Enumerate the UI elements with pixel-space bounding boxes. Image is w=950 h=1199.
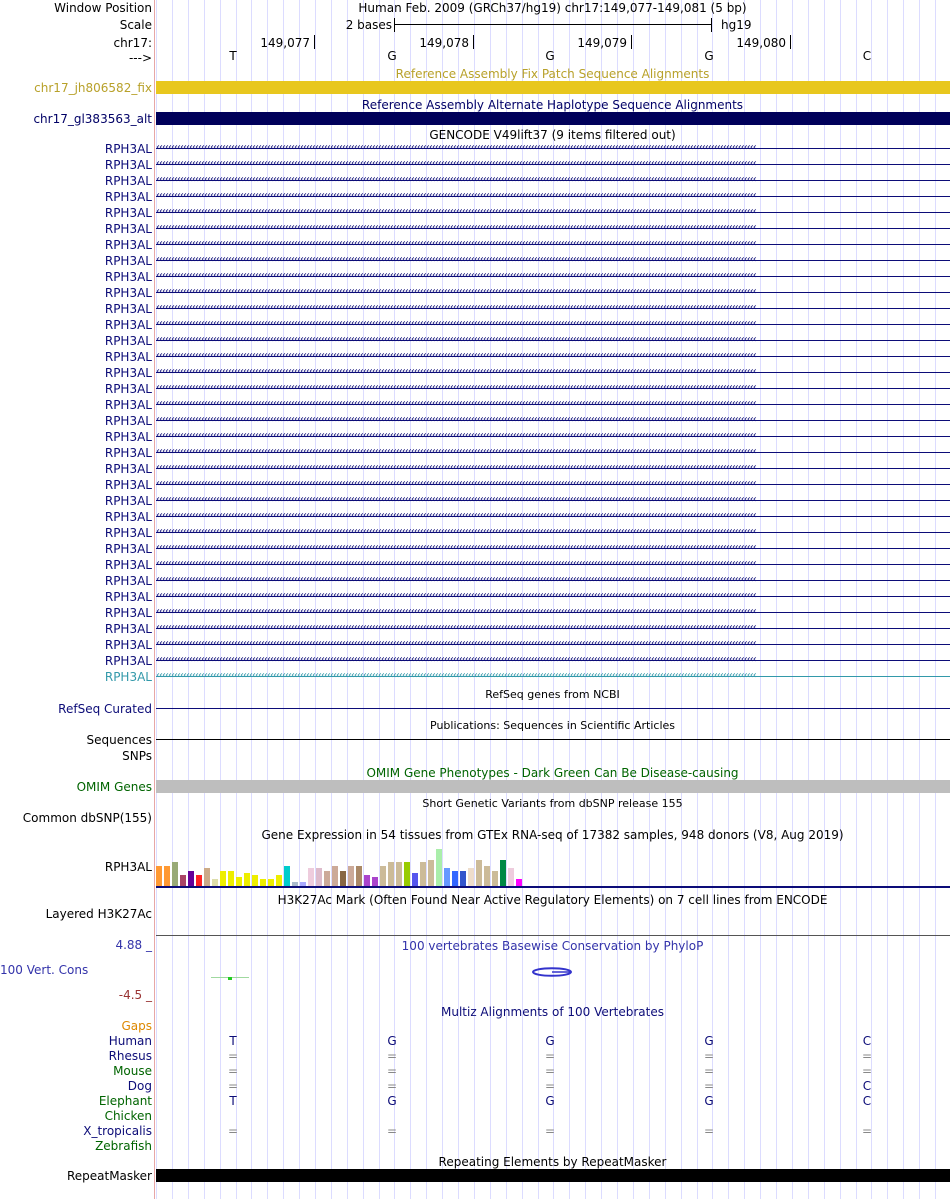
gtex-tissue-bar[interactable] (396, 862, 402, 886)
transcript-line (156, 308, 950, 309)
gencode-item-label[interactable]: RPH3AL (104, 174, 152, 188)
alignment-base: G (387, 1094, 397, 1108)
gencode-transcript[interactable] (156, 205, 950, 219)
gencode-transcript[interactable] (156, 637, 950, 651)
gencode-item-label[interactable]: RPH3AL (104, 206, 152, 220)
species-label[interactable]: Elephant (98, 1094, 152, 1108)
chrom-label: chr17: (113, 36, 152, 50)
transcript-line (156, 164, 950, 165)
publications-line[interactable] (156, 739, 950, 740)
position-tick-label: 149,080 (736, 36, 786, 50)
alignment-base: = (861, 1064, 873, 1078)
gencode-transcript[interactable] (156, 477, 950, 491)
alignment-base: = (703, 1049, 715, 1063)
transcript-line (156, 260, 950, 261)
multiz-title: Multiz Alignments of 100 Vertebrates (440, 1005, 665, 1019)
gencode-transcript[interactable] (156, 221, 950, 235)
gencode-item-label[interactable]: RPH3AL (104, 366, 152, 380)
gtex-tissue-bar[interactable] (476, 860, 482, 886)
transcript-line (156, 548, 950, 549)
strand-label: ---> (128, 51, 152, 65)
gtex-tissue-bar[interactable] (228, 871, 234, 886)
transcript-line (156, 404, 950, 405)
alignment-base: = (544, 1064, 556, 1078)
gencode-item-label[interactable]: RPH3AL (104, 254, 152, 268)
gencode-item-label[interactable]: RPH3AL (104, 654, 152, 668)
alignment-base: = (386, 1124, 398, 1138)
gencode-transcript[interactable] (156, 269, 950, 283)
phylop-max: 4.88 _ (115, 938, 152, 952)
gencode-transcript[interactable] (156, 349, 950, 363)
alignment-base: G (704, 1034, 714, 1048)
position-tick (790, 35, 791, 49)
label-divider (154, 0, 155, 1199)
species-label[interactable]: Dog (127, 1079, 152, 1093)
transcript-line (156, 564, 950, 565)
gtex-tissue-bar[interactable] (484, 866, 490, 886)
gtex-tissue-bar[interactable] (308, 868, 314, 886)
gtex-tissue-bar[interactable] (436, 849, 442, 886)
transcript-line (156, 612, 950, 613)
gtex-bar-chart[interactable] (156, 842, 556, 886)
transcript-line (156, 532, 950, 533)
repeatmasker-label[interactable]: RepeatMasker (66, 1169, 152, 1183)
species-label[interactable]: Rhesus (108, 1049, 152, 1063)
phylop-logo-g (531, 966, 573, 976)
gencode-item-label[interactable]: RPH3AL (104, 574, 152, 588)
scale-assembly: hg19 (721, 18, 752, 32)
gtex-tissue-bar[interactable] (156, 866, 162, 886)
omim-title: OMIM Gene Phenotypes - Dark Green Can Be Disease-causing (366, 766, 739, 780)
gencode-item-label[interactable]: RPH3AL (104, 510, 152, 524)
gtex-tissue-bar[interactable] (500, 860, 506, 886)
gtex-tissue-bar[interactable] (364, 875, 370, 886)
transcript-line (156, 212, 950, 213)
gencode-transcript[interactable] (156, 253, 950, 267)
alignment-base: = (227, 1064, 239, 1078)
transcript-line (156, 436, 950, 437)
refseq-line[interactable] (156, 708, 950, 709)
gtex-tissue-bar[interactable] (276, 875, 282, 886)
gtex-tissue-bar[interactable] (380, 866, 386, 886)
gencode-item-label[interactable]: RPH3AL (104, 494, 152, 508)
scale-label: Scale (119, 18, 152, 32)
gtex-tissue-bar[interactable] (444, 868, 450, 886)
gtex-tissue-bar[interactable] (316, 868, 322, 886)
gencode-item-label[interactable]: RPH3AL (104, 350, 152, 364)
transcript-line (156, 644, 950, 645)
position-tick-label: 149,077 (260, 36, 310, 50)
gtex-tissue-bar[interactable] (428, 860, 434, 886)
gencode-title: GENCODE V49lift37 (9 items filtered out) (429, 128, 676, 142)
alignment-base: = (544, 1124, 556, 1138)
gtex-tissue-bar[interactable] (340, 871, 346, 886)
transcript-line (156, 196, 950, 197)
reference-base: G (704, 49, 714, 63)
position-tick (314, 35, 315, 49)
position-tick-label: 149,078 (419, 36, 469, 50)
alignment-base: T (229, 1094, 237, 1108)
transcript-line (156, 388, 950, 389)
gencode-transcript[interactable] (156, 509, 950, 523)
alt-haplo-bar[interactable] (156, 112, 950, 125)
gtex-tissue-bar[interactable] (332, 866, 338, 886)
gtex-tissue-bar[interactable] (260, 879, 266, 886)
repeatmasker-bar[interactable] (156, 1169, 950, 1182)
gencode-transcript[interactable] (156, 525, 950, 539)
refseq-title: RefSeq genes from NCBI (485, 688, 620, 701)
reference-base: G (545, 49, 555, 63)
gtex-tissue-bar[interactable] (348, 866, 354, 886)
alignment-base: C (862, 1094, 872, 1108)
gencode-item-label[interactable]: RPH3AL (104, 558, 152, 572)
dbsnp-title: Short Genetic Variants from dbSNP release 155 (422, 797, 683, 810)
alignment-base: C (862, 1034, 872, 1048)
gtex-label[interactable]: RPH3AL (104, 860, 152, 874)
alignment-base: G (545, 1034, 555, 1048)
gencode-item-label[interactable]: RPH3AL (104, 270, 152, 284)
gencode-transcript[interactable] (156, 461, 950, 475)
alignment-base: = (703, 1079, 715, 1093)
gencode-item-label[interactable]: RPH3AL (104, 398, 152, 412)
transcript-line (156, 420, 950, 421)
transcript-line (156, 180, 950, 181)
gencode-item-label[interactable]: RPH3AL (104, 414, 152, 428)
alignment-base: = (544, 1049, 556, 1063)
alignment-base: C (862, 1079, 872, 1093)
gencode-transcript[interactable] (156, 317, 950, 331)
gaps-label[interactable]: Gaps (121, 1019, 152, 1033)
species-label[interactable]: Mouse (113, 1064, 152, 1078)
gencode-item-label[interactable]: RPH3AL (104, 222, 152, 236)
gencode-transcript[interactable] (156, 397, 950, 411)
gencode-transcript[interactable] (156, 333, 950, 347)
window-position-text: Human Feb. 2009 (GRCh37/hg19) chr17:149,077-149,081 (5 bp) (358, 1, 747, 15)
alignment-base: = (544, 1079, 556, 1093)
phylop-title: 100 vertebrates Basewise Conservation by PhyloP (401, 939, 704, 953)
gtex-tissue-bar[interactable] (492, 871, 498, 886)
gencode-transcript[interactable] (156, 445, 950, 459)
transcript-line (156, 628, 950, 629)
alt-haplo-label[interactable]: chr17_gl383563_alt (33, 112, 152, 126)
gencode-item-label[interactable]: RPH3AL (104, 542, 152, 556)
fix-patch-bar[interactable] (156, 81, 950, 94)
gtex-tissue-bar[interactable] (404, 862, 410, 886)
refseq-label[interactable]: RefSeq Curated (58, 702, 152, 716)
fix-patch-label[interactable]: chr17_jh806582_fix (34, 81, 152, 95)
alignment-base: = (861, 1124, 873, 1138)
species-label[interactable]: Human (108, 1034, 152, 1048)
position-tick-label: 149,079 (577, 36, 627, 50)
gencode-transcript[interactable] (156, 621, 950, 635)
alignment-base: = (861, 1049, 873, 1063)
alignment-base: = (386, 1079, 398, 1093)
window-position-label: Window Position (54, 1, 152, 15)
transcript-line (156, 340, 950, 341)
transcript-line (156, 356, 950, 357)
h3k27ac-title: H3K27Ac Mark (Often Found Near Active Regulatory Elements) on 7 cell lines from ENCODE (277, 893, 828, 907)
gtex-baseline (156, 886, 950, 888)
reference-base: T (229, 49, 237, 63)
alignment-base: = (703, 1124, 715, 1138)
gencode-transcript[interactable] (156, 653, 950, 667)
species-label[interactable]: X_tropicalis (83, 1124, 152, 1138)
gencode-item-label[interactable]: RPH3AL (104, 430, 152, 444)
transcript-line (156, 148, 950, 149)
gtex-tissue-bar[interactable] (372, 877, 378, 886)
transcript-line (156, 276, 950, 277)
transcript-line (156, 580, 950, 581)
gencode-transcript[interactable] (156, 605, 950, 619)
transcript-line (156, 596, 950, 597)
gencode-transcript[interactable] (156, 573, 950, 587)
gtex-tissue-bar[interactable] (236, 877, 242, 886)
reference-base: C (862, 49, 872, 63)
transcript-line (156, 468, 950, 469)
gencode-item-label[interactable]: RPH3AL (104, 638, 152, 652)
omim-bar[interactable] (156, 780, 950, 793)
gtex-tissue-bar[interactable] (420, 862, 426, 886)
transcript-line (156, 244, 950, 245)
gencode-transcript[interactable] (156, 429, 950, 443)
position-tick (473, 35, 474, 49)
species-label[interactable]: Chicken (104, 1109, 152, 1123)
h3k27ac-label[interactable]: Layered H3K27Ac (45, 907, 152, 921)
transcript-line (156, 500, 950, 501)
position-tick (631, 35, 632, 49)
alignment-base: G (545, 1094, 555, 1108)
gtex-tissue-bar[interactable] (172, 862, 178, 886)
gencode-transcript[interactable] (156, 157, 950, 171)
gtex-tissue-bar[interactable] (204, 868, 210, 886)
scale-text: 2 bases (345, 18, 392, 32)
gencode-item-label[interactable]: RPH3AL (104, 478, 152, 492)
repeatmasker-title: Repeating Elements by RepeatMasker (438, 1155, 667, 1169)
alignment-base: = (386, 1064, 398, 1078)
gtex-tissue-bar[interactable] (180, 875, 186, 886)
gtex-tissue-bar[interactable] (460, 871, 466, 886)
gencode-transcript[interactable] (156, 493, 950, 507)
snps-label[interactable]: SNPs (122, 749, 152, 763)
gencode-item-label[interactable]: RPH3AL (104, 190, 152, 204)
alignment-base: G (387, 1034, 397, 1048)
gencode-transcript[interactable] (156, 381, 950, 395)
gencode-item-label[interactable]: RPH3AL (104, 382, 152, 396)
gencode-transcript[interactable] (156, 173, 950, 187)
alignment-base: = (227, 1049, 239, 1063)
gencode-item-label[interactable]: RPH3AL (104, 334, 152, 348)
transcript-line (156, 228, 950, 229)
gencode-transcript[interactable] (156, 557, 950, 571)
gtex-tissue-bar[interactable] (508, 868, 514, 886)
alignment-base: = (227, 1124, 239, 1138)
gtex-tissue-bar[interactable] (468, 868, 474, 886)
transcript-line (156, 660, 950, 661)
gtex-tissue-bar[interactable] (188, 871, 194, 886)
publications-label[interactable]: Sequences (86, 733, 152, 747)
species-label[interactable]: Zebrafish (95, 1139, 152, 1153)
alignment-base: G (704, 1094, 714, 1108)
alignment-base: = (386, 1049, 398, 1063)
transcript-line (156, 292, 950, 293)
gencode-transcript[interactable] (156, 589, 950, 603)
gtex-tissue-bar[interactable] (268, 879, 274, 886)
transcript-line (156, 676, 950, 677)
publications-title: Publications: Sequences in Scientific Articles (430, 719, 675, 732)
gencode-item-label[interactable]: RPH3AL (104, 286, 152, 300)
transcript-line (156, 324, 950, 325)
alignment-base: = (227, 1079, 239, 1093)
gtex-tissue-bar[interactable] (196, 875, 202, 886)
gtex-tissue-bar[interactable] (324, 871, 330, 886)
gtex-tissue-bar[interactable] (220, 871, 226, 886)
gencode-transcript[interactable] (156, 285, 950, 299)
gencode-item-label[interactable]: RPH3AL (104, 526, 152, 540)
scale-bar (394, 18, 712, 32)
gtex-title: Gene Expression in 54 tissues from GTEx RNA-seq of 17382 samples, 948 donors (V8, Aug 2019) (261, 828, 844, 842)
gtex-tissue-bar[interactable] (284, 866, 290, 886)
gencode-transcript[interactable] (156, 365, 950, 379)
gencode-transcript[interactable] (156, 141, 950, 155)
alt-haplo-title: Reference Assembly Alternate Haplotype Sequence Alignments (361, 98, 744, 112)
phylop-min: -4.5 _ (118, 988, 152, 1002)
fix-patch-title: Reference Assembly Fix Patch Sequence Alignments (395, 67, 710, 81)
gencode-item-label[interactable]: RPH3AL (104, 302, 152, 316)
gencode-transcript[interactable] (156, 189, 950, 203)
gencode-item-label[interactable]: RPH3AL (104, 142, 152, 156)
gencode-item-label[interactable]: RPH3AL (104, 622, 152, 636)
gencode-transcript[interactable] (156, 669, 950, 683)
alignment-base: T (229, 1034, 237, 1048)
gencode-item-label[interactable]: RPH3AL (104, 606, 152, 620)
gencode-transcript[interactable] (156, 541, 950, 555)
omim-label[interactable]: OMIM Genes (76, 780, 152, 794)
gtex-tissue-bar[interactable] (388, 862, 394, 886)
gtex-tissue-bar[interactable] (212, 879, 218, 886)
gtex-tissue-bar[interactable] (412, 873, 418, 886)
transcript-line (156, 372, 950, 373)
transcript-line (156, 452, 950, 453)
gtex-tissue-bar[interactable] (516, 879, 522, 886)
h3k27ac-line (156, 935, 950, 936)
alignment-base: = (703, 1064, 715, 1078)
gtex-tissue-bar[interactable] (164, 866, 170, 886)
reference-base: G (387, 49, 397, 63)
gtex-tissue-bar[interactable] (244, 873, 250, 886)
gtex-tissue-bar[interactable] (252, 875, 258, 886)
transcript-line (156, 516, 950, 517)
gencode-item-label[interactable]: RPH3AL (104, 670, 152, 684)
phylop-green-dot (228, 977, 232, 980)
transcript-line (156, 484, 950, 485)
gencode-item-label[interactable]: RPH3AL (104, 462, 152, 476)
gtex-tissue-bar[interactable] (356, 866, 362, 886)
gencode-item-label[interactable]: RPH3AL (104, 590, 152, 604)
gencode-item-label[interactable]: RPH3AL (104, 318, 152, 332)
phylop-label[interactable]: 100 Vert. Cons (0, 963, 89, 977)
gtex-tissue-bar[interactable] (452, 871, 458, 886)
dbsnp-label[interactable]: Common dbSNP(155) (22, 811, 152, 825)
gencode-transcript[interactable] (156, 301, 950, 315)
gencode-item-label[interactable]: RPH3AL (104, 238, 152, 252)
gencode-item-label[interactable]: RPH3AL (104, 158, 152, 172)
gencode-transcript[interactable] (156, 413, 950, 427)
gencode-transcript[interactable] (156, 237, 950, 251)
gencode-item-label[interactable]: RPH3AL (104, 446, 152, 460)
